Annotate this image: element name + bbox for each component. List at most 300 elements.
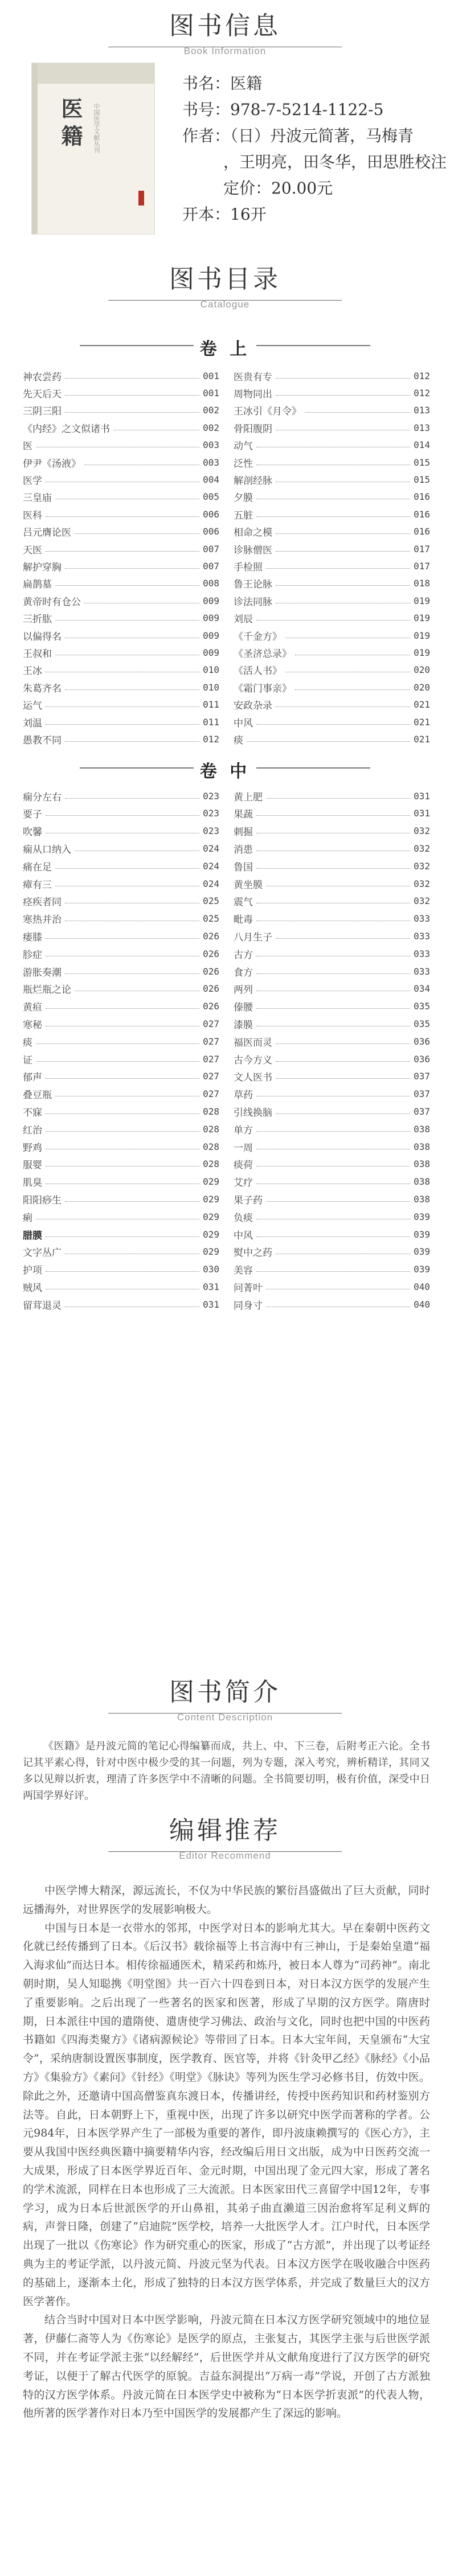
toc-entry-page: 026 <box>203 1001 219 1012</box>
toc-entry-page: 031 <box>203 1299 219 1310</box>
toc-entry-title: 刺掘 <box>234 827 253 839</box>
toc-leader-dots <box>256 724 410 725</box>
toc-entry-page: 033 <box>414 913 430 925</box>
toc-entry-page: 024 <box>203 843 219 854</box>
toc-entry-title: 文人医书 <box>234 1072 272 1084</box>
toc-entry[interactable] <box>234 1261 430 1278</box>
toc-entry-title: 骨阳腹阴 <box>234 423 272 435</box>
toc-entry-title: 刘辰 <box>234 614 253 626</box>
toc-entry-title: 证 <box>23 1054 32 1066</box>
toc-entry[interactable] <box>234 730 430 747</box>
toc-entry[interactable] <box>234 523 430 540</box>
toc-entry[interactable] <box>234 963 430 980</box>
toc-entry-title: 食方 <box>234 967 253 979</box>
toc-entry-page: 032 <box>414 825 430 837</box>
toc-entry-page: 019 <box>414 647 430 658</box>
toc-entry[interactable] <box>234 1243 430 1260</box>
toc-entry[interactable] <box>23 488 219 506</box>
toc-entry[interactable] <box>23 679 219 696</box>
toc-entry[interactable] <box>234 1208 430 1225</box>
toc-entry[interactable] <box>23 1120 219 1137</box>
toc-leader-dots <box>36 1061 199 1062</box>
toc-entry-title: 游胀奏潮 <box>23 967 62 979</box>
toc-entry[interactable] <box>23 437 219 454</box>
toc-leader-dots <box>55 620 199 621</box>
toc-entry[interactable] <box>23 662 219 679</box>
toc-entry-page: 015 <box>414 457 430 468</box>
toc-entry-page: 033 <box>414 930 430 942</box>
intro-text: 《医籍》是丹波元简的笔记心得编纂而成，共上、中、下三卷，后附考正六论。全书记其平素心得，针对中医中极少受的其一问题，列为专题，深入考究，辨析精详，其同又多以见辩以折衷，理清了许多医学中不清晰的问题。全书简要切明，极有价值，深受中日两国学界好评。 <box>23 1740 430 1802</box>
toc-entry-title: 艾疗 <box>234 1177 253 1189</box>
toc-entry[interactable] <box>234 575 430 592</box>
toc-leader-dots <box>305 412 410 413</box>
toc-entry-page: 026 <box>203 948 219 959</box>
toc-entry-page: 036 <box>414 1036 430 1047</box>
toc-entry[interactable] <box>234 1190 430 1207</box>
toc-entry-page: 007 <box>203 560 219 572</box>
toc-entry[interactable] <box>23 610 219 627</box>
toc-entry-page: 038 <box>414 1176 430 1188</box>
toc-entry[interactable] <box>23 1190 219 1207</box>
toc-entry[interactable] <box>23 927 219 944</box>
intro-subtitle: Content Description <box>177 1712 273 1723</box>
toc-entry-title: 《圣济总录》 <box>234 648 292 660</box>
divider <box>108 1851 342 1852</box>
toc-entry[interactable] <box>23 787 219 804</box>
toc-entry[interactable] <box>23 980 219 997</box>
toc-entry-title: 八月生子 <box>234 931 272 943</box>
toc-entry-title: 运气 <box>23 700 42 712</box>
toc-entry-title: 神农尝药 <box>23 371 62 383</box>
toc-entry[interactable] <box>23 540 219 557</box>
toc-entry-title: 胗症 <box>23 949 42 961</box>
toc-leader-dots <box>276 378 410 379</box>
toc-entry-page: 017 <box>414 543 430 554</box>
editor-paragraph: 中医学博大精深，源远流长，不仅为中华民族的繁衍昌盛做出了巨大贡献，同时远播海外，对世界医学的发展影响极大。 <box>23 1884 430 1916</box>
cover-title: 医籍 <box>58 97 83 152</box>
toc-entry-page: 023 <box>203 808 219 819</box>
divider <box>256 767 370 769</box>
toc-entry-title: 郁声 <box>23 1072 42 1084</box>
toc-entry[interactable] <box>23 805 219 822</box>
toc-entry-page: 009 <box>203 595 219 606</box>
toc-entry[interactable] <box>234 679 430 696</box>
toc-entry-title: 一周 <box>234 1142 253 1154</box>
toc-entry[interactable] <box>234 402 430 419</box>
toc-entry-page: 024 <box>203 878 219 889</box>
toc-entry-title: 《内经》之文似诸书 <box>23 423 110 435</box>
toc-entry[interactable] <box>234 419 430 436</box>
toc-entry-page: 016 <box>414 526 430 537</box>
toc-leader-dots <box>247 741 410 742</box>
toc-entry[interactable] <box>234 367 430 384</box>
toc-entry-page: 010 <box>203 681 219 693</box>
toc-entry-page: 011 <box>203 699 219 710</box>
toc-entry-title: 王叔和 <box>23 648 52 660</box>
toc-entry-title: 解剖经脉 <box>234 475 272 487</box>
toc-entry[interactable] <box>234 1068 430 1085</box>
toc-entry[interactable] <box>23 1278 219 1295</box>
toc-entry-page: 019 <box>414 613 430 624</box>
toc-entry-page: 037 <box>414 1071 430 1082</box>
toc-entry-page: 024 <box>203 860 219 872</box>
toc-entry[interactable] <box>23 857 219 874</box>
toc-leader-dots <box>276 551 410 552</box>
toc-entry[interactable] <box>234 1226 430 1243</box>
toc-entry-title: 三阴三阳 <box>23 406 62 418</box>
toc-entry-title: 痛在足 <box>23 861 52 873</box>
toc-entry-title: 三皇庙 <box>23 492 52 504</box>
toc-entry[interactable] <box>23 1050 219 1067</box>
toc-entry-title: 泛性 <box>234 458 253 470</box>
toc-entry[interactable] <box>23 840 219 857</box>
toc-entry-page: 006 <box>203 526 219 537</box>
toc-entry-title: 鲁国 <box>234 861 253 873</box>
toc-entry-page: 017 <box>414 560 430 572</box>
field-title: 书名：医籍 <box>182 74 263 93</box>
toc-entry[interactable] <box>234 893 430 910</box>
toc-entry[interactable] <box>234 696 430 713</box>
toc-entry[interactable] <box>234 787 430 804</box>
book-info-title: 图书信息 <box>169 11 281 40</box>
toc-leader-dots <box>276 938 410 939</box>
toc-entry-title: 王冰 <box>23 665 42 677</box>
toc-entry-title: 夕膜 <box>234 492 253 504</box>
toc-entry-page: 038 <box>414 1193 430 1205</box>
toc-entry-title: 瓶烂瓶之论 <box>23 984 71 996</box>
toc-entry[interactable] <box>234 488 430 506</box>
toc-entry[interactable] <box>234 980 430 997</box>
book-info-fields <box>182 71 447 228</box>
toc-leader-dots <box>256 516 410 517</box>
toc-entry-page: 040 <box>414 1281 430 1292</box>
toc-entry-title: 福医而灵 <box>234 1037 272 1049</box>
toc-entry-page: 027 <box>203 1071 219 1082</box>
toc-leader-dots <box>266 568 410 569</box>
toc-entry-title: 《活人书》 <box>234 665 282 677</box>
divider <box>80 345 194 346</box>
toc-entry[interactable] <box>234 1173 430 1190</box>
toc-entry-page: 029 <box>203 1193 219 1205</box>
toc-entry-page: 002 <box>203 422 219 433</box>
toc-leader-dots <box>276 585 410 586</box>
toc-entry-page: 036 <box>414 1053 430 1065</box>
toc-entry[interactable] <box>234 805 430 822</box>
toc-entry[interactable] <box>234 1120 430 1137</box>
toc-entry-page: 031 <box>203 1281 219 1292</box>
toc-entry-title: 先天后天 <box>23 388 62 400</box>
toc-entry-title: 寒秘 <box>23 1019 42 1031</box>
toc-leader-dots <box>256 1236 410 1237</box>
toc-entry[interactable] <box>23 1068 219 1085</box>
toc-entry-page: 027 <box>203 1088 219 1100</box>
toc-entry-page: 009 <box>203 613 219 624</box>
toc-subtitle: Catalogue <box>200 299 250 310</box>
toc-leader-dots <box>276 1078 410 1079</box>
toc-entry-title: 天医 <box>23 544 42 556</box>
toc-leader-dots <box>65 973 199 974</box>
toc-entry-title: 王冰引《月令》 <box>234 406 301 418</box>
toc-entry-page: 039 <box>414 1246 430 1258</box>
toc-entry-title: 引线换脑 <box>234 1107 272 1119</box>
toc-entry-title: 漆膜 <box>234 1019 253 1031</box>
toc-entry-title: 痫从口纳入 <box>23 844 71 856</box>
toc-entry-title: 动气 <box>234 441 253 453</box>
toc-entry[interactable] <box>234 823 430 840</box>
toc-leader-dots <box>276 1043 410 1044</box>
toc-leader-dots <box>46 706 199 707</box>
toc-entry-title: 叠豆瓶 <box>23 1090 52 1102</box>
toc-entry[interactable] <box>234 927 430 944</box>
toc-entry[interactable] <box>23 963 219 980</box>
toc-leader-dots <box>65 568 199 569</box>
toc-entry[interactable] <box>23 1261 219 1278</box>
toc-entry-page: 012 <box>414 370 430 381</box>
toc-entry[interactable] <box>234 644 430 661</box>
field-isbn: 书号：978-7-5214-1122-5 <box>182 100 384 119</box>
toc-entry-title: 刘温 <box>23 717 42 729</box>
toc-entry-page: 012 <box>414 387 430 398</box>
toc-entry-page: 037 <box>414 1088 430 1100</box>
toc-leader-dots <box>65 741 199 742</box>
toc-entry[interactable] <box>234 713 430 730</box>
toc-entry-title: 三折肱 <box>23 614 52 626</box>
toc-leader-dots <box>256 620 410 621</box>
toc-entry[interactable] <box>234 557 430 574</box>
toc-entry[interactable] <box>23 1156 219 1173</box>
toc-entry-page: 008 <box>203 578 219 589</box>
toc-leader-dots <box>55 585 199 586</box>
toc-entry[interactable] <box>23 998 219 1015</box>
toc-entry[interactable] <box>23 644 219 661</box>
toc-entry-page: 029 <box>203 1176 219 1188</box>
toc-leader-dots <box>65 1201 199 1202</box>
toc-entry[interactable] <box>23 713 219 730</box>
toc-leader-dots <box>256 1271 410 1272</box>
toc-entry[interactable] <box>23 1208 219 1225</box>
toc-entry[interactable] <box>23 730 219 747</box>
toc-header <box>0 265 450 310</box>
toc-entry[interactable] <box>234 1103 430 1120</box>
toc-leader-dots <box>65 412 199 413</box>
toc-title: 图书目录 <box>169 265 281 294</box>
toc-entry-page: 040 <box>414 1299 430 1310</box>
toc-entry[interactable] <box>234 384 430 401</box>
toc-leader-dots <box>256 1008 410 1009</box>
toc-entry-page: 032 <box>414 843 430 854</box>
toc-leader-dots <box>65 378 199 379</box>
toc-entry-title: 文字丛广 <box>23 1247 62 1259</box>
toc-entry[interactable] <box>23 945 219 962</box>
toc-entry[interactable] <box>23 557 219 574</box>
toc-entry[interactable] <box>234 454 430 471</box>
field-author-cont: ，王明亮，田冬华，田思胜校注 <box>223 153 447 171</box>
toc-entry[interactable] <box>23 1103 219 1120</box>
toc-leader-dots <box>46 551 199 552</box>
toc-entry-page: 028 <box>203 1106 219 1117</box>
toc-entry-title: 中风 <box>234 717 253 729</box>
toc-leader-dots <box>65 395 199 396</box>
toc-entry[interactable] <box>23 575 219 592</box>
toc-entry[interactable] <box>23 1033 219 1050</box>
toc-entry-title: 阳阳痧生 <box>23 1194 62 1206</box>
toc-leader-dots <box>65 689 199 690</box>
toc-entry[interactable] <box>23 384 219 401</box>
divider <box>256 345 370 346</box>
toc-entry-page: 005 <box>203 491 219 503</box>
toc-entry-title: 腊膜 <box>23 1230 42 1242</box>
toc-entry[interactable] <box>23 1173 219 1190</box>
toc-entry[interactable] <box>23 893 219 910</box>
toc-entry-page: 001 <box>203 370 219 381</box>
toc-entry-page: 002 <box>203 405 219 416</box>
toc-entry[interactable] <box>23 506 219 523</box>
toc-entry[interactable] <box>234 1015 430 1032</box>
field-price: 定价：20.00元 <box>223 179 333 198</box>
toc-entry-page: 028 <box>203 1123 219 1135</box>
toc-leader-dots <box>266 1201 410 1202</box>
toc-entry[interactable] <box>234 945 430 962</box>
toc-entry[interactable] <box>23 1015 219 1032</box>
toc-leader-dots <box>46 1236 199 1237</box>
toc-entry[interactable] <box>23 1243 219 1260</box>
toc-entry[interactable] <box>234 1086 430 1103</box>
toc-leader-dots <box>256 973 410 974</box>
toc-entry-title: 鲁王论脉 <box>234 579 272 591</box>
toc-entry[interactable] <box>234 840 430 857</box>
toc-leader-dots <box>65 798 199 799</box>
toc-entry-title: 黄疸 <box>23 1002 42 1014</box>
cover-subtitle: 中国医学文献丛刊 <box>93 103 100 153</box>
toc-entry-page: 034 <box>414 983 430 995</box>
toc-entry-page: 031 <box>414 790 430 802</box>
toc-entry[interactable] <box>234 1278 430 1295</box>
toc-entry-page: 020 <box>414 664 430 676</box>
toc-entry[interactable] <box>234 1050 430 1067</box>
toc-entry-title: 护项 <box>23 1265 42 1277</box>
toc-entry[interactable] <box>23 419 219 436</box>
editor-subtitle: Editor Recommend <box>179 1850 271 1861</box>
toc-entry[interactable] <box>234 540 430 557</box>
toc-entry[interactable] <box>234 1296 430 1313</box>
toc-entry-page: 030 <box>203 1264 219 1275</box>
toc-entry[interactable] <box>23 523 219 540</box>
toc-entry[interactable] <box>234 857 430 874</box>
toc-entry-page: 038 <box>414 1141 430 1152</box>
cover-band <box>32 63 154 84</box>
toc-entry[interactable] <box>23 1226 219 1243</box>
toc-entry[interactable] <box>23 823 219 840</box>
toc-entry[interactable] <box>23 875 219 892</box>
toc-entry-page: 006 <box>203 508 219 520</box>
toc-entry[interactable] <box>234 610 430 627</box>
toc-entry-title: 周物同出 <box>234 388 272 400</box>
toc-entry-page: 027 <box>203 1053 219 1065</box>
toc-entry-title: 五脏 <box>234 510 253 521</box>
toc-entry-title: 消患 <box>234 844 253 856</box>
toc-entry-title: 医科 <box>23 510 42 521</box>
toc-entry-page: 016 <box>414 508 430 520</box>
toc-entry[interactable] <box>234 506 430 523</box>
toc-entry[interactable] <box>23 627 219 644</box>
toc-entry[interactable] <box>234 471 430 488</box>
toc-entry-title: 单方 <box>234 1124 253 1136</box>
toc-entry-page: 029 <box>203 1246 219 1258</box>
toc-entry-page: 010 <box>203 664 219 676</box>
editor-paragraph: 中国与日本是一衣带水的邻邦，中医学对日本的影响尤其大。早在秦朝中医药文化就已经传播到了日本。《后汉书》载徐福等上书言海中有三神山，于是秦始皇遣“福入海求仙”而达日本。相传徐福通医术，精采药和炼丹，被日本人尊为“司药神”。南北朝时期，吴人知聪携《明堂图》共一百六十四卷到日本，对日本汉方医学的发展产生了重要影响。之后出现了一些著名的医家和医著，形成了早期的汉方医学。隋唐时期，日本派往中国的遣隋使、遣唐使学习佛法、政治与文化，同时也把中国的中医药书籍如《四海类聚方》《诸病源候论》等带回了日本。日本大宝年间，天皇颁布“大宝令”，采纳唐制设置医事制度，医学教育、医官等，并将《针灸甲乙经》《脉经》《小品方》《集验方》《素问》《针经》《明堂》《脉诀》等列为医生学习必修书目，仿效中医。除此之外，还邀请中国高僧鉴真东渡日本，传播讲经，传授中医药知识和药材鉴别方法等。自此，日本朝野上下，重视中医，出现了许多以研究中医学而著称的学者。公元984年，日本医学界产生了一部极为重要的著作，即丹波康赖撰写的《医心方》，主要从我国中医经典医籍中摘要精华内容，经改编后用日文出版，成为中日医药交流一大成果，形成了日本医学界近百年、金元时期，中国出现了金元四大家，形成了著名的学术流派，同样在日本也形成了三大流派。日本医家田代三喜留学中国12年，专事学习，成为日本后世派医学的开山鼻祖，其弟子曲直濑道三因治愈将军足利义辉的病，声誉日隆，创建了“启迪院”医学校，培养一大批医学人才。江户时代，日本医学出现了一批以《伤寒论》作为研究重心的医家，形成了“古方派”，并出现了以考证经典为主的考证学派，以丹波元简、丹波元坚为代表。日本汉方医学在吸收融合中医药的基础上，逐渐本土化，形成了独特的日本汉方医学体系，并完成了数量巨大的汉方医学著作。 <box>23 1921 430 2308</box>
toc-entry[interactable] <box>234 662 430 679</box>
toc-entry-page: 037 <box>414 1106 430 1117</box>
volume-1-label: 卷 上 <box>199 339 251 359</box>
toc-entry-title: 医贵有专 <box>234 371 272 383</box>
toc-entry[interactable] <box>234 627 430 644</box>
toc-entry[interactable] <box>23 910 219 927</box>
toc-entry-page: 021 <box>414 733 430 745</box>
toc-entry[interactable] <box>23 1138 219 1155</box>
toc-entry[interactable] <box>23 367 219 384</box>
toc-leader-dots <box>256 815 410 816</box>
divider <box>108 300 342 301</box>
toc-entry[interactable] <box>234 437 430 454</box>
toc-entry-page: 020 <box>414 681 430 693</box>
toc-entry[interactable] <box>234 1033 430 1050</box>
toc-entry-page: 039 <box>414 1211 430 1222</box>
toc-entry-title: 痰 <box>234 734 243 746</box>
toc-entry-page: 039 <box>414 1264 430 1275</box>
toc-entry-title: 愚教不同 <box>23 734 62 746</box>
toc-entry-page: 001 <box>203 387 219 398</box>
toc-entry-title: 手检照 <box>234 561 263 573</box>
toc-entry[interactable] <box>23 1296 219 1313</box>
toc-entry-title: 服婴 <box>23 1160 42 1172</box>
toc-entry-page: 016 <box>414 491 430 503</box>
toc-leader-dots <box>46 815 199 816</box>
toc-entry[interactable] <box>234 1138 430 1155</box>
toc-entry[interactable] <box>23 454 219 471</box>
toc-entry-title: 吕元膺论医 <box>23 527 71 539</box>
toc-entry[interactable] <box>234 1156 430 1173</box>
toc-entry[interactable] <box>234 592 430 609</box>
toc-entry[interactable] <box>23 696 219 713</box>
toc-entry-title: 瘴有三 <box>23 879 52 891</box>
toc-leader-dots <box>75 533 199 534</box>
toc-entry-page: 013 <box>414 422 430 433</box>
toc-entry[interactable] <box>23 471 219 488</box>
toc-entry-title: 熨中之药 <box>234 1247 272 1259</box>
editor-title: 编辑推荐 <box>169 1816 281 1845</box>
toc-entry[interactable] <box>234 875 430 892</box>
toc-entry-page: 021 <box>414 716 430 728</box>
editor-header <box>0 1816 450 1862</box>
toc-entry-title: 肌臭 <box>23 1177 42 1189</box>
toc-entry-title: 草药 <box>234 1090 253 1102</box>
book-cover <box>31 63 155 235</box>
toc-entry-title: 寒热并治 <box>23 914 62 926</box>
toc-entry-page: 035 <box>414 1018 430 1029</box>
toc-entry-title: 贼风 <box>23 1282 42 1294</box>
toc-entry[interactable] <box>234 910 430 927</box>
toc-entry[interactable] <box>23 592 219 609</box>
toc-entry-page: 032 <box>414 895 430 907</box>
editor-paragraph: 结合当时中国对日本中医学影响，丹波元简在日本汉方医学研究领域中的地位显著，伊藤仁斋等人为《伤寒论》是医学的原点，主张复古，其医学主张与后世医学派不同，并在考证学派主张“以经解经”，后世医学并从文献角度进行了汉方医学的研究考证，以便于了解古代医学的原貌。吉益东洞提出“万病一毒”学说，开创了古方派独特的汉方医学体系。丹波元简在日本医学史中被称为“日本医学折衷派”的代表人物，他所著的医学著作对日本乃至中国医学的发展都产生了深远的影响。 <box>23 2314 430 2420</box>
toc-entry[interactable] <box>23 402 219 419</box>
book-info-subtitle: Book Information <box>183 46 267 56</box>
toc-entry-page: 029 <box>203 1229 219 1240</box>
toc-entry-title: 毗毒 <box>234 914 253 926</box>
toc-entry[interactable] <box>23 1086 219 1103</box>
book-info-header <box>0 11 450 57</box>
toc-entry[interactable] <box>234 998 430 1015</box>
